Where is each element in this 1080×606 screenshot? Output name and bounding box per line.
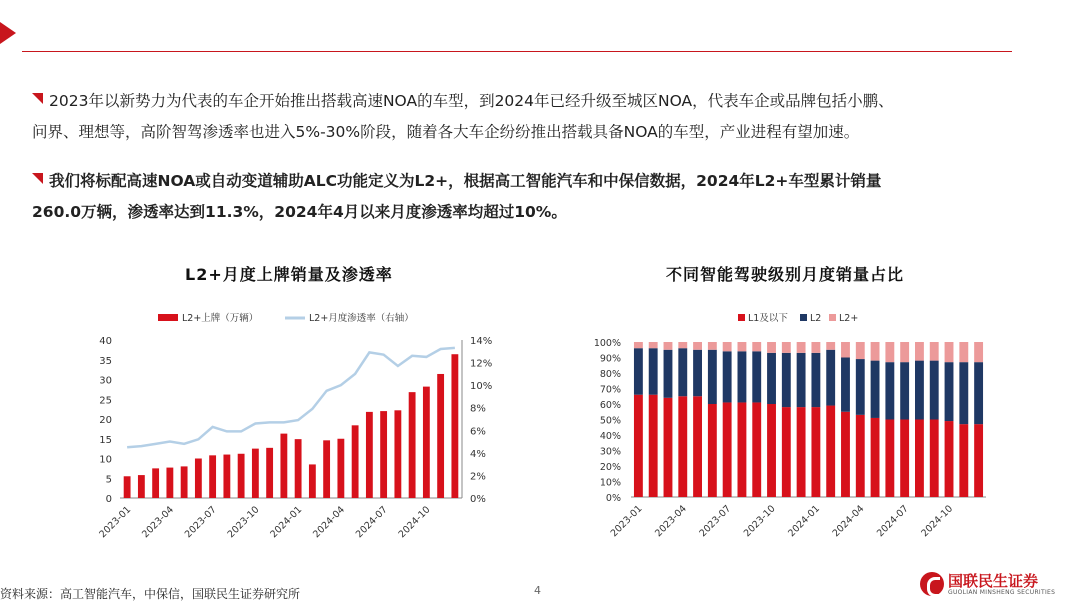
chart-1-x-tick-label: 2023-07 (182, 504, 219, 541)
chart-1-bar (409, 392, 416, 498)
chart-1-bar (181, 466, 188, 498)
chart-2-y-tick-label: 60% (599, 400, 621, 411)
chart-2-bar-segment (915, 420, 924, 498)
chart-2-bar-segment (930, 342, 939, 361)
chart-2-bar-segment (826, 342, 835, 350)
chart-2-bar-segment (767, 342, 776, 353)
chart-1-x-tick-label: 2024-01 (268, 504, 305, 541)
chart-1-x-tick-label: 2024-04 (311, 504, 347, 541)
chart-1-y2-tick-label: 4% (470, 448, 486, 460)
chart-1-bar (437, 374, 444, 498)
logo-text-en: GUOLIAN MINSHENG SECURITIES (948, 589, 1056, 596)
chart-2-bar-segment (945, 362, 954, 421)
chart-2-bar-segment (782, 353, 791, 407)
brand-logo (920, 570, 1070, 600)
chart-1-bar (166, 468, 173, 498)
chart-1-bar (209, 455, 216, 498)
chart-2-bar-segment (693, 396, 702, 497)
chart-1-bar (451, 354, 458, 498)
chart-2-x-tick-label: 2024-07 (874, 503, 911, 540)
chart-2-bar-segment (945, 342, 954, 362)
chart-2-bar-segment (723, 342, 732, 351)
chart-2-y-tick-label: 40% (599, 431, 621, 442)
chart-2-bar-segment (738, 402, 747, 497)
chart-1-bar (223, 455, 230, 498)
chart-2-bar-segment (738, 351, 747, 402)
chart-1-legend-label: L2+上牌（万辆） (182, 313, 259, 324)
chart-2-bar-segment (974, 342, 983, 362)
chart-2-bar-segment (811, 407, 820, 497)
chart-1-y-tick-label: 25 (99, 395, 112, 407)
chart-1-y2-tick-label: 8% (470, 403, 486, 415)
chart-2-title: 不同智能驾驶级别月度销量占比 (666, 265, 905, 284)
chart-1-y-tick-label: 15 (99, 434, 112, 446)
chart-2-bar-segment (752, 342, 761, 351)
chart-2-bar-segment (678, 348, 687, 396)
chart-2-bar-segment (664, 398, 673, 497)
chart-2-bar-segment (885, 342, 894, 362)
chart-2-y-tick-label: 100% (593, 338, 621, 349)
chart-2-bar-segment (664, 350, 673, 398)
logo-text-cn: 国联民生证券 (948, 572, 1039, 590)
chart-2-bar-segment (723, 402, 732, 497)
chart-1-y-tick-label: 10 (99, 454, 112, 466)
chart-1-bar (280, 434, 287, 498)
chart-1-y-tick-label: 40 (99, 336, 112, 347)
bullet-1-line-2: 问界、理想等，高阶智驾渗透率也进入5%-30%阶段，随着各大车企纷纷推出搭载具备NOA的车型，产业进程有望加速。 (32, 123, 860, 141)
chart-2-bar-segment (708, 350, 717, 404)
chart-2-legend-swatch (738, 314, 745, 321)
chart-2-y-tick-label: 10% (599, 477, 621, 489)
chart-2-y-tick-label: 20% (599, 462, 621, 473)
chart-2-x-tick-label: 2024-01 (786, 503, 823, 540)
chart-2-bar-segment (856, 415, 865, 497)
chart-2-bar-segment (915, 361, 924, 420)
chart-1-bar (309, 464, 316, 498)
chart-2-x-tick-label: 2023-01 (608, 503, 645, 540)
chart-1-x-tick-label: 2024-10 (396, 504, 433, 541)
chart-2-bar-segment (634, 348, 643, 395)
chart-2-bar-segment (900, 362, 909, 419)
chart-2-bar-segment (649, 342, 658, 348)
chart-2-bar-segment (782, 407, 791, 497)
chart-2-x-tick-label: 2023-10 (741, 503, 778, 540)
chart-2-legend-label: L2+ (839, 313, 859, 324)
chart-1-y-tick-label: 20 (99, 415, 112, 426)
chart-2-bar-segment (678, 396, 687, 497)
chart-1-bar (138, 475, 145, 498)
chart-2-bar-segment (811, 342, 820, 353)
chart-1-title: L2+月度上牌销量及渗透率 (185, 265, 393, 284)
chart-2-bar-segment (723, 351, 732, 402)
chart-2-y-tick-label: 30% (599, 446, 621, 458)
chart-1-y2-tick-label: 2% (470, 471, 486, 483)
chart-2-bar-segment (797, 342, 806, 353)
chart-2-bar-segment (945, 421, 954, 497)
chart-2-bar-segment (826, 406, 835, 497)
chart-2-bar-segment (959, 362, 968, 424)
chart-2-legend-swatch (800, 314, 807, 321)
chart-2-bar-segment (841, 342, 850, 358)
chart-1-bar (252, 449, 259, 498)
chart-1-y2-tick-label: 12% (470, 358, 493, 370)
chart-2-bar-segment (649, 395, 658, 497)
chart-2-x-tick-label: 2024-04 (830, 503, 867, 540)
chart-1-x-tick-label: 2023-10 (225, 504, 262, 541)
chart-1-y2-tick-label: 10% (470, 381, 493, 393)
chart-2-y-tick-label: 50% (599, 415, 621, 427)
chart-2-bar-segment (797, 353, 806, 407)
chart-2-y-tick-label: 70% (599, 384, 621, 396)
chart-2-bar-segment (634, 342, 643, 348)
chart-2-bar-segment (915, 342, 924, 361)
chart-1-y-tick-label: 0 (105, 494, 112, 505)
chart-2-bar-segment (738, 342, 747, 351)
chart-2-bar-segment (782, 342, 791, 353)
chart-2-bar-segment (678, 342, 687, 348)
chart-2-bar-segment (664, 342, 673, 350)
chart-1-bar (366, 412, 373, 498)
chart-2-bar-segment (708, 404, 717, 497)
chart-1-bar (337, 439, 344, 498)
chart-1-y2-tick-label: 0% (470, 494, 486, 505)
footer-source: 资料来源：高工智能汽车，中保信，国联民生证券研究所 (0, 587, 301, 601)
bullet-2-line-2: 260.0万辆，渗透率达到11.3%，2024年4月以来月度渗透率均超过10%。 (32, 203, 567, 221)
chart-1-bar (323, 440, 330, 498)
chart-2-bar-segment (693, 350, 702, 397)
chart-1-bar (380, 411, 387, 498)
chart-2-y-tick-label: 80% (599, 369, 621, 380)
bullet-2-line-1: 我们将标配高速NOA或自动变道辅助ALC功能定义为L2+，根据高工智能汽车和中保信数据，2024年L2+车型累计销量 (49, 172, 882, 190)
page-number: 4 (534, 584, 541, 597)
chart-2-bar-segment (826, 350, 835, 406)
bullet-1-line-1: 2023年以新势力为代表的车企开始推出搭载高速NOA的车型，到2024年已经升级至城区NOA，代表车企或品牌包括小鹏、 (49, 92, 894, 110)
chart-2-x-tick-label: 2024-10 (919, 503, 956, 540)
chart-1-bar (352, 425, 359, 498)
chart-2-bar-segment (856, 359, 865, 415)
chart-2-bar-segment (871, 361, 880, 418)
chart-2-bar-segment (841, 358, 850, 412)
chart-2-y-tick-label: 90% (599, 353, 621, 365)
chart-2-bar-segment (885, 362, 894, 419)
chart-1-y2-tick-label: 14% (470, 336, 493, 347)
chart-2-bar-segment (649, 348, 658, 395)
chart-1-legend-swatch-bar (158, 314, 178, 321)
chart-1-bar (295, 439, 302, 498)
chart-1-bar (238, 454, 245, 498)
logo-icon (920, 572, 944, 596)
chart-2-bar-segment (811, 353, 820, 407)
chart-2-bar-segment (856, 342, 865, 359)
chart-2-bar-segment (871, 342, 880, 361)
chart-2-bar-segment (752, 402, 761, 497)
chart-2-bar-segment (752, 351, 761, 402)
chart-2-bar-segment (841, 412, 850, 497)
chart-2-bar-segment (959, 424, 968, 497)
chart-1-x-tick-label: 2023-04 (140, 504, 176, 541)
chart-1-line-series (127, 348, 455, 447)
chart-2-bar-segment (959, 342, 968, 362)
chart-2-y-tick-label: 0% (605, 493, 621, 504)
chart-2-legend-swatch (829, 314, 836, 321)
chart-1-bar (152, 468, 159, 498)
chart-2-legend-label: L2 (810, 313, 822, 324)
chart-2-bar-segment (797, 407, 806, 497)
chart-1-y-tick-label: 35 (99, 355, 112, 367)
chart-2-bar-segment (900, 420, 909, 498)
chart-1-bar (394, 410, 401, 498)
chart-1-bar (124, 476, 131, 498)
chart-2-bar-segment (871, 418, 880, 497)
chart-2-bar-segment (708, 342, 717, 350)
chart-1-bar (195, 459, 202, 499)
chart-2-x-tick-label: 2023-07 (697, 503, 734, 540)
chart-2-bar-segment (885, 420, 894, 498)
chart-1-y-tick-label: 5 (105, 474, 112, 486)
chart-2-bar-segment (974, 424, 983, 497)
chart-2-bar-segment (930, 420, 939, 498)
chart-2-bar-segment (767, 404, 776, 497)
chart-2-bar-segment (930, 361, 939, 420)
chart-1-bar (423, 387, 430, 498)
chart-2-bar-segment (634, 395, 643, 497)
chart-1-bar (266, 448, 273, 498)
chart-2-bar-segment (974, 362, 983, 424)
chart-2-bar-segment (693, 342, 702, 350)
chart-1-x-tick-label: 2023-01 (97, 504, 134, 541)
chart-1-y-tick-label: 30 (99, 375, 112, 387)
chart-2-bar-segment (900, 342, 909, 362)
chart-1-legend-label: L2+月度渗透率（右轴） (309, 313, 414, 324)
chart-2-x-tick-label: 2023-04 (653, 503, 689, 540)
chart-2-bar-segment (767, 353, 776, 404)
chart-1-x-tick-label: 2024-07 (353, 504, 390, 541)
chart-2-legend-label: L1及以下 (748, 313, 788, 324)
chart-1-y2-tick-label: 6% (470, 426, 486, 438)
